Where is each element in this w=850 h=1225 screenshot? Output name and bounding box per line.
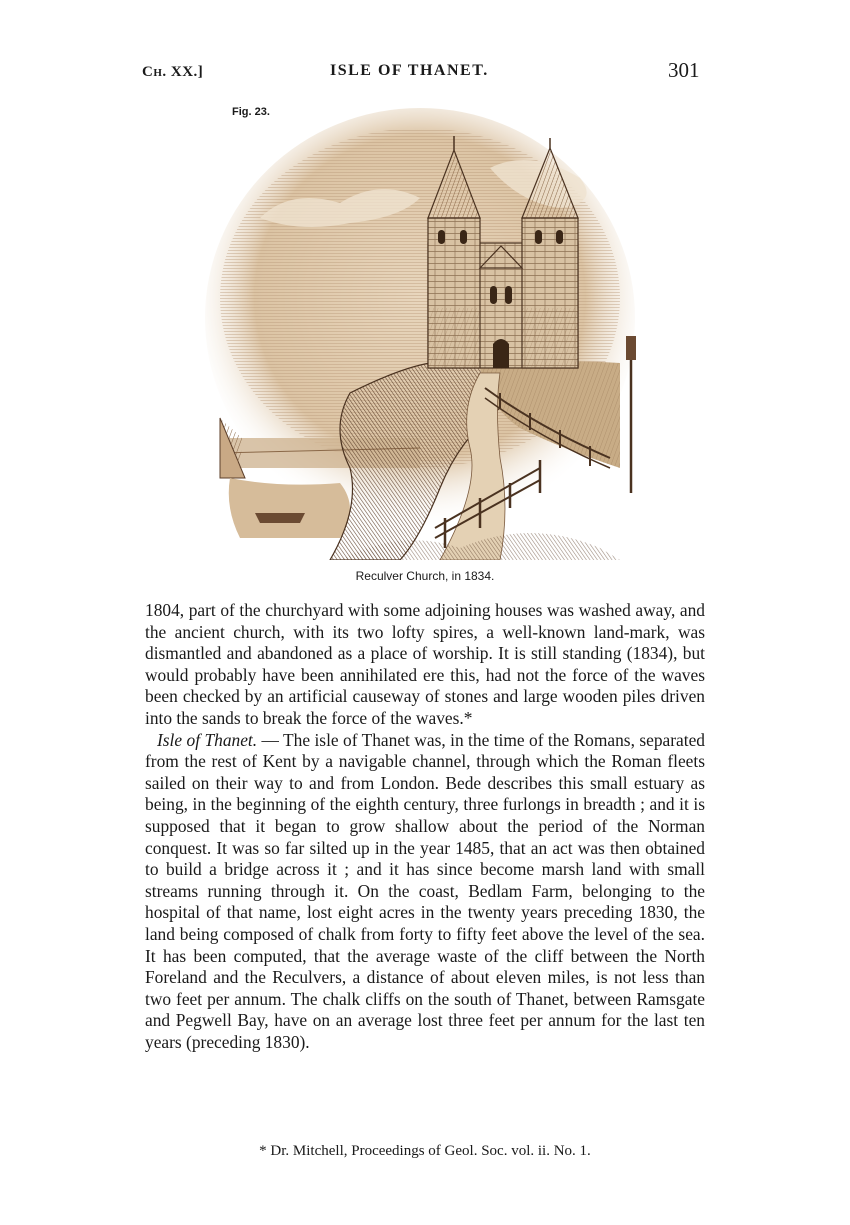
paragraph-text: — The isle of Thanet was, in the time of the Romans, separated from the rest of Kent by a navigable channel, through which the Roman fleets sailed on their way to and from London. Bede describes this small estuary as being, in the beginning of the eighth century, three furlongs in breadth ; and it is supposed that it began to grow shallow about the period of the Norman conquest. It was so far silted up in the year 1485, that an act was then obtained to build a bridge across it ; and it has since become marsh land with small streams running through it. On the coast, Bedlam Farm, belonging to the hospital of that name, lost eight acres in the twenty years preceding 1830, the land being composed of chalk from forty to fifty feet above the level of the sea. It has been computed, that the average waste of the cliff between the North Foreland and the Reculvers, a distance of about eleven miles, is not less than two feet per annum. The chalk cliffs on the south of Thanet, between Ramsgate and Pegwell Bay, have on an average lost three feet per annum for the last ten years (preceding 1830). — [145, 729, 705, 1052]
running-title: ISLE OF THANET. — [330, 62, 489, 79]
running-header — [0, 60, 850, 90]
paragraph — [145, 730, 705, 1054]
figure-caption: Reculver Church, in 1834. — [355, 569, 495, 583]
body-text — [145, 600, 705, 1053]
chapter-label: Ch. XX.] — [142, 64, 204, 80]
figure-label: Fig. 23. — [232, 106, 270, 118]
paragraph-text: 1804, part of the churchyard with some adjoining houses was washed away, and the ancient church, with its two lofty spires, a well-known land-mark, was dismantled and abandoned as a place of worship. It is still standing (1834), but would probably have been annihilated ere this, had not the force of the waves been checked by an artificial causeway of stones and large wooden piles driven into the sands to break the force of the waves.* — [145, 600, 705, 728]
page-number: 301 — [668, 58, 700, 82]
paragraph — [145, 600, 705, 730]
reculver-church-engraving — [200, 108, 640, 560]
section-lead: Isle of Thanet. — [157, 729, 258, 750]
footnote: * Dr. Mitchell, Proceedings of Geol. Soc. vol. ii. No. 1. — [259, 1143, 591, 1159]
